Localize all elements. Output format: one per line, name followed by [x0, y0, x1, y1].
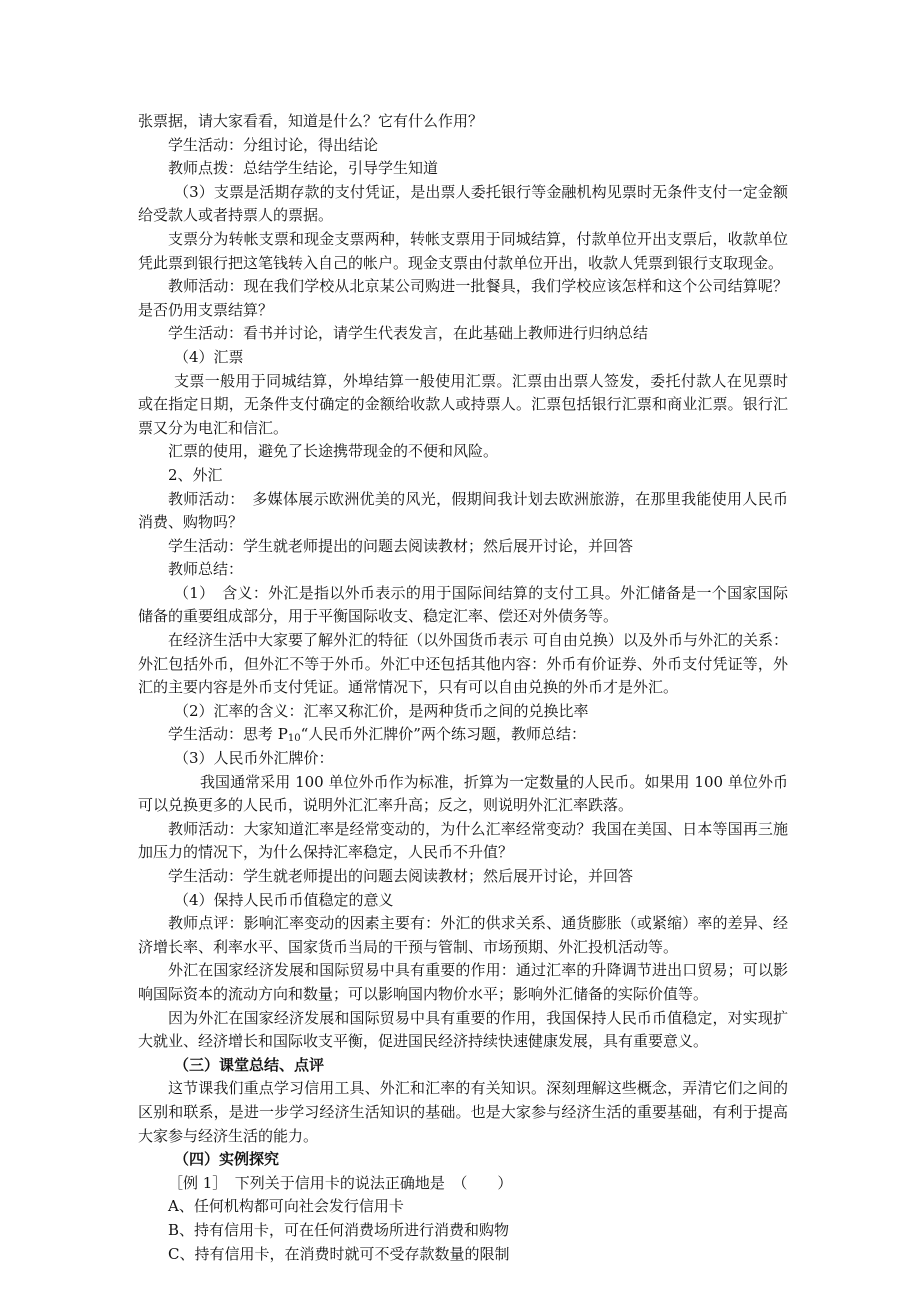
section-heading: （四）实例探究: [174, 1150, 280, 1169]
paragraph: 这节课我们重点学习信用工具、外汇和汇率的有关知识。深刻理解这些概念，弄清它们之间的区别和联系，是进一步学习经济生活知识的基础。也是大家参与经济生活的重要基础，有利于提高大家参与经济生活的能力。: [138, 1079, 788, 1145]
section-heading: （三）课堂总结、点评: [174, 1055, 325, 1074]
teacher-comment: 教师点评：影响汇率变动的因素主要有：外汇的供求关系、通货膨胀（或紧缩）率的差异、经济增长率、利率水平、国家货币当局的干预与管制、市场预期、外汇投机活动等。: [138, 914, 788, 956]
student-activity: [138, 723, 788, 747]
paragraph: （2）汇率的含义：汇率又称汇价，是两种货币之间的兑换比率: [174, 701, 589, 720]
teacher-activity: 教师活动： 多媒体展示欧洲优美的风光，假期间我计划去欧洲旅游，在那里我能使用人民币消费、购物吗？: [138, 489, 788, 532]
subheading: （4）汇票: [174, 347, 244, 366]
paragraph: 支票一般用于同城结算，外埠结算一般使用汇票。汇票由出票人签发，委托付款人在见票时或在指定日期，无条件支付确定的金额给收款人或持票人。汇票包括银行汇票和商业汇票。银行汇票又分为电汇和信汇。: [138, 371, 788, 437]
student-activity: 学生活动：看书并讨论，请学生代表发言，在此基础上教师进行归纳总结: [168, 324, 649, 343]
answer-option: B、持有信用卡，可在任何消费场所进行消费和购物: [168, 1220, 510, 1239]
student-activity: 学生活动：学生就老师提出的问题去阅读教材；然后展开讨论，并回答: [168, 536, 634, 555]
paragraph: （1） 含义：外汇是指以外币表示的用于国际间结算的支付工具。外汇储备是一个国家国际储备的重要组成部分，用于平衡国际收支、稳定汇率、偿还对外债务等。: [138, 583, 788, 626]
answer-option: C、持有信用卡，在消费时就可不受存款数量的限制: [168, 1244, 510, 1263]
teacher-guidance: 教师点拨：总结学生结论，引导学生知道: [168, 159, 439, 178]
teacher-activity: 教师活动：大家知道汇率是经常变动的，为什么汇率经常变动？我国在美国、日本等国再三施加压力的情况下，为什么保持汇率稳定，人民币不升值？: [138, 819, 788, 862]
teacher-summary: 教师总结：: [168, 560, 244, 579]
paragraph: 我国通常采用 100 单位外币作为标准，折算为一定数量的人民币。如果用 100 单位外币可以兑换更多的人民币，说明外汇汇率升高；反之，则说明外汇汇率跌落。: [138, 772, 788, 815]
text-fragment: “人民币外汇牌价”两个练习题，教师总结：: [300, 725, 586, 744]
paragraph: 汇票的使用，避免了长途携带现金的不便和风险。: [168, 442, 499, 461]
subheading: （3）人民币外汇牌价：: [174, 749, 334, 768]
paragraph: 因为外汇在国家经济发展和国际贸易中具有重要的作用，我国保持人民币币值稳定，对实现扩大就业、经济增长和国际收支平衡，促进国民经济持续快速健康发展，具有重要意义。: [138, 1008, 788, 1051]
text-fragment: 学生活动：思考 P: [168, 725, 288, 744]
subheading: （4）保持人民币币值稳定的意义: [174, 890, 394, 909]
paragraph: 张票据，请大家看看，知道是什么？它有什么作用？: [138, 112, 484, 130]
paragraph: 外汇在国家经济发展和国际贸易中具有重要的作用：通过汇率的升降调节进出口贸易；可以影响国际资本的流动方向和数量；可以影响国内物价水平；影响外汇储备的实际价值等。: [138, 961, 788, 1003]
student-activity: 学生活动：分组讨论，得出结论: [168, 135, 379, 154]
paragraph: 支票分为转帐支票和现金支票两种，转帐支票用于同城结算，付款单位开出支票后，收款单位凭此票到银行把这笔钱转入自己的帐户。现金支票由付款单位开出，收款人凭票到银行支取现金。: [138, 229, 788, 272]
subscript: 10: [287, 733, 301, 745]
paragraph: （3）支票是活期存款的支付凭证，是出票人委托银行等金融机构见票时无条件支付一定金额给受款人或者持票人的票据。: [138, 182, 788, 225]
answer-option: A、任何机构都可向社会发行信用卡: [168, 1197, 404, 1216]
teacher-activity: 教师活动：现在我们学校从北京某公司购进一批餐具，我们学校应该怎样和这个公司结算呢？是否仍用支票结算？: [138, 277, 788, 319]
paragraph: 在经济生活中大家要了解外汇的特征（以外国货币表示 可自由兑换）以及外币与外汇的关系：外汇包括外币，但外汇不等于外币。外汇中还包括其他内容：外币有价证券、外币支付凭证等，外汇的主要内容是外币支付凭证。通常情况下，只有可以自由兑换的外币才是外汇。: [138, 631, 788, 697]
document-page: [138, 110, 788, 1266]
student-activity: 学生活动：学生就老师提出的问题去阅读教材；然后展开讨论，并回答: [168, 867, 634, 885]
question-stem: ［例 1］ 下列关于信用卡的说法正确地是 （ ）: [168, 1173, 513, 1192]
section-heading: 2、外汇: [168, 465, 223, 484]
